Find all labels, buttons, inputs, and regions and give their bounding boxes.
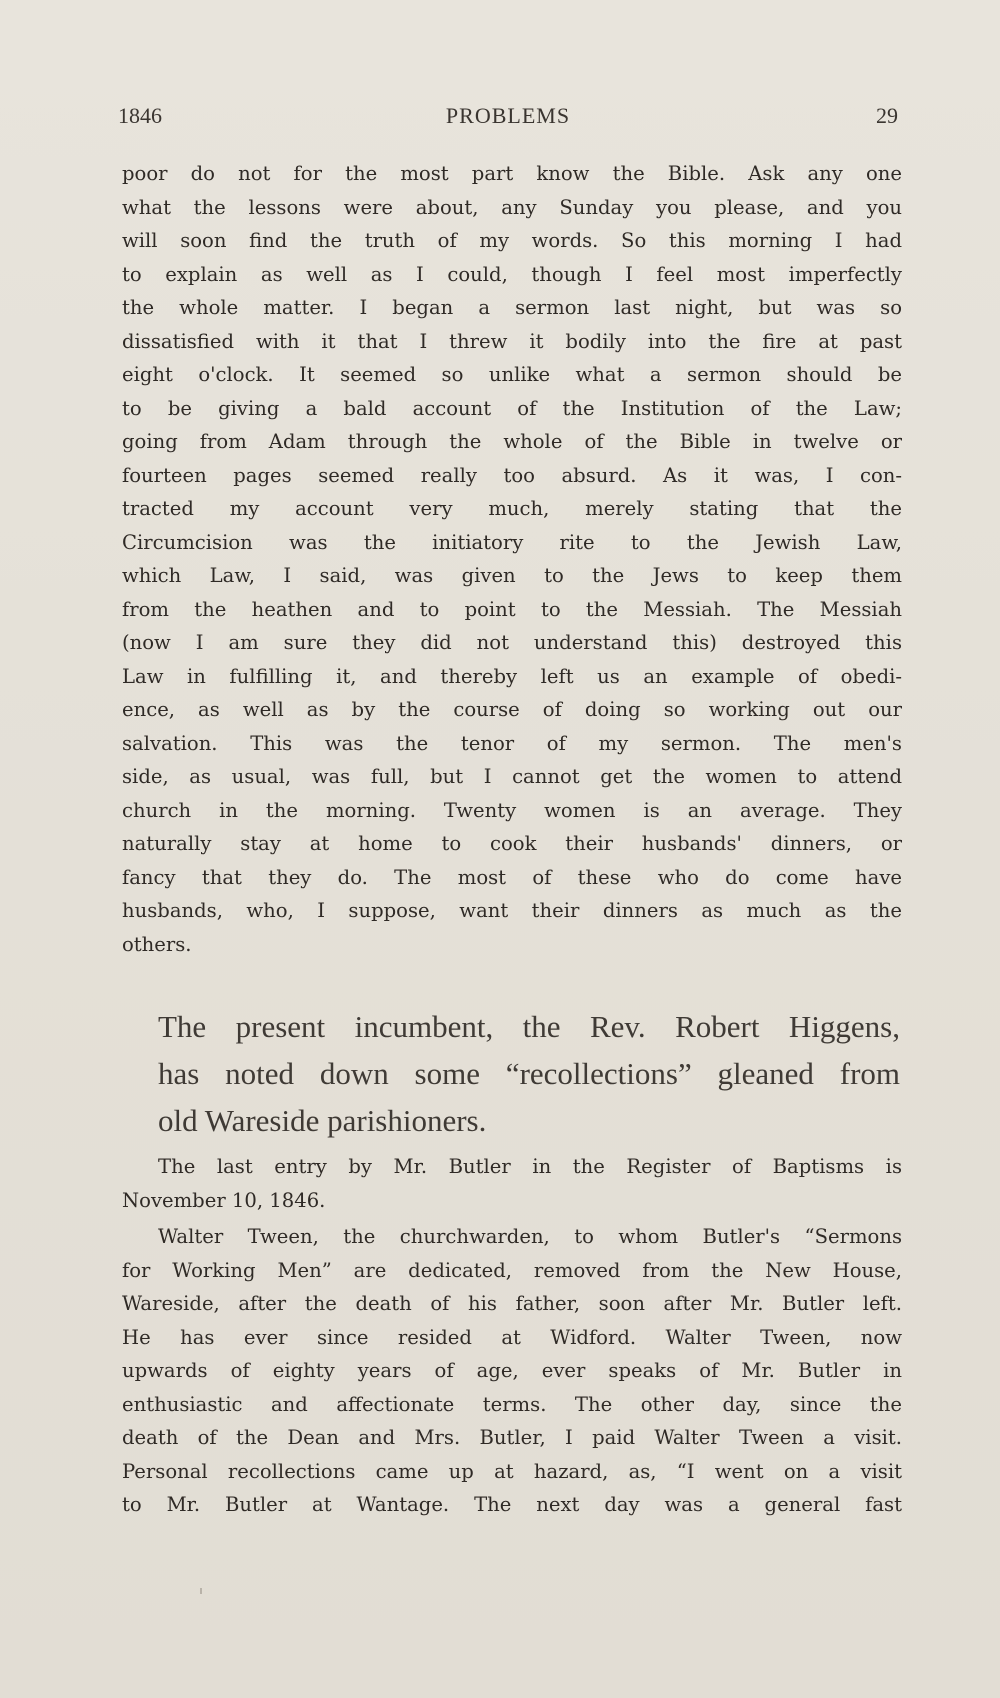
text-line: Walter Tween, the churchwarden, to whom Butler's “Sermons — [158, 1225, 902, 1248]
paragraph-walter-tween — [122, 1220, 902, 1522]
paper-speck — [200, 1588, 202, 1594]
text-line: Circumcision was the initiatory rite to the Jewish Law, — [122, 530, 902, 554]
text-line: others. — [122, 932, 192, 956]
text-line: (now I am sure they did not understand this) destroyed this — [122, 631, 902, 654]
text-line: upwards of eighty years of age, ever speaks of Mr. Butler in — [122, 1359, 902, 1382]
text-line: going from Adam through the whole of the Bible in twelve or — [122, 430, 902, 453]
paragraph-diary-entry — [122, 157, 902, 961]
page-number: 29 — [876, 103, 898, 128]
large-text-line: old Wareside parishioners. — [158, 1103, 487, 1138]
text-line: husbands, who, I suppose, want their dinners as much as the — [122, 899, 902, 922]
paragraph-register-entry — [122, 1150, 902, 1217]
running-head — [118, 103, 898, 139]
text-line: for Working Men” are dedicated, removed from the New House, — [122, 1258, 902, 1282]
text-line: side, as usual, was full, but I cannot get the women to attend — [122, 765, 902, 788]
text-line: Wareside, after the death of his father, soon after Mr. Butler left. — [122, 1292, 902, 1315]
text-line: dissatisfied with it that I threw it bodily into the fire at past — [122, 329, 902, 353]
text-line: tracted my account very much, merely stating that the — [122, 497, 902, 520]
text-line: fancy that they do. The most of these who do come have — [122, 865, 902, 889]
header-title: PROBLEMS — [445, 103, 571, 128]
text-line: to explain as well as I could, though I feel most imperfectly — [122, 262, 902, 286]
text-line: what the lessons were about, any Sunday you please, and you — [122, 195, 902, 219]
text-line: eight o'clock. It seemed so unlike what a sermon should be — [122, 363, 902, 386]
text-line: poor do not for the most part know the Bible. Ask any one — [122, 162, 902, 185]
text-line: The last entry by Mr. Butler in the Register of Baptisms is — [158, 1155, 902, 1178]
text-line: death of the Dean and Mrs. Butler, I paid Walter Tween a visit. — [122, 1426, 902, 1449]
text-line: which Law, I said, was given to the Jews to keep them — [122, 564, 902, 587]
text-line: ence, as well as by the course of doing so working out our — [122, 698, 902, 721]
text-line: Personal recollections came up at hazard, as, “I went on a visit — [122, 1459, 902, 1483]
text-line: naturally stay at home to cook their husbands' dinners, or — [122, 832, 902, 855]
large-text-line: has noted down some “recollections” gleaned from — [158, 1056, 900, 1091]
large-text-line: The present incumbent, the Rev. Robert Higgens, — [158, 1009, 900, 1044]
text-line: to Mr. Butler at Wantage. The next day was a general fast — [122, 1493, 902, 1516]
text-line: fourteen pages seemed really too absurd. As it was, I con- — [122, 463, 902, 487]
incumbent-note — [158, 1003, 900, 1144]
text-line: Law in fulfilling it, and thereby left us an example of obedi- — [122, 664, 902, 688]
text-line: church in the morning. Twenty women is an average. They — [122, 798, 902, 822]
text-line: will soon find the truth of my words. So this morning I had — [122, 229, 902, 252]
text-line: from the heathen and to point to the Messiah. The Messiah — [122, 597, 902, 621]
text-line: enthusiastic and affectionate terms. The other day, since the — [122, 1392, 902, 1416]
text-line: salvation. This was the tenor of my sermon. The men's — [122, 731, 902, 755]
text-line: November 10, 1846. — [122, 1188, 326, 1212]
text-line: the whole matter. I began a sermon last night, but was so — [122, 296, 902, 319]
text-line: to be giving a bald account of the Institution of the Law; — [122, 396, 902, 420]
text-line: He has ever since resided at Widford. Walter Tween, now — [122, 1325, 902, 1349]
header-year: 1846 — [118, 103, 162, 128]
